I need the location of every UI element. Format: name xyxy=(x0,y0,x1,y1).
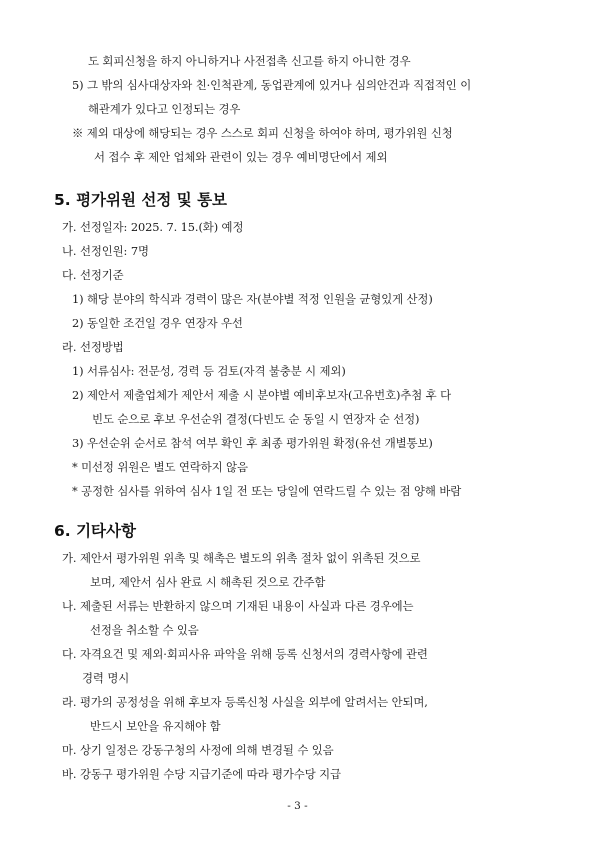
sub-item-ra-2: 2) 제안서 제출업체가 제안서 제출 시 분야별 예비후보자(고유번호)추첨 후 다 xyxy=(72,388,451,402)
list-item-ra: 라. 평가의 공정성을 위해 후보자 등록신청 사실을 외부에 알려서는 안되며, xyxy=(62,695,428,709)
list-item-da: 다. 자격요건 및 제외·회피사유 파악을 위해 등록 신청서의 경력사항에 관련 xyxy=(62,647,428,661)
list-item-ma: 마. 상기 일정은 강동구청의 사정에 의해 변경될 수 있음 xyxy=(62,743,334,757)
sub-item-ra-3: 3) 우선순위 순서로 참석 여부 확인 후 최종 평가위원 확정(유선 개별통보) xyxy=(72,436,433,450)
section-5-heading: 5. 평가위원 선정 및 통보 xyxy=(54,191,228,209)
note-line: ※ 제외 대상에 해당되는 경우 스스로 회피 신청을 하여야 하며, 평가위원 신청 xyxy=(72,126,453,140)
note-line-continued: 서 접수 후 제안 업체와 관련이 있는 경우 예비명단에서 제외 xyxy=(94,150,388,164)
list-item-5: 5) 그 밖의 심사대상자와 친·인척관계, 동업관계에 있거나 심의안건과 직접적인 이 xyxy=(72,78,472,92)
list-item-ga: 가. 선정일자: 2025. 7. 15.(화) 예정 xyxy=(62,220,244,234)
list-item-ga: 가. 제안서 평가위원 위촉 및 해촉은 별도의 위촉 절차 없이 위촉된 것으로 xyxy=(62,551,421,565)
sub-item-da-1: 1) 해당 분야의 학식과 경력이 많은 자(분야별 적정 인원을 균형있게 산정) xyxy=(72,292,433,306)
list-item-na: 나. 선정인원: 7명 xyxy=(62,244,149,258)
text-line: 도 회피신청을 하지 아니하거나 사전접촉 신고를 하지 아니한 경우 xyxy=(88,54,411,68)
asterisk-note-2: * 공정한 심사를 위하여 심사 1일 전 또는 당일에 연락드릴 수 있는 점 양해 바람 xyxy=(72,484,462,498)
asterisk-note-1: * 미선정 위원은 별도 연락하지 않음 xyxy=(72,460,248,474)
list-item-ra: 라. 선정방법 xyxy=(62,340,124,354)
sub-item-ra-2-continued: 빈도 순으로 후보 우선순위 결정(다빈도 순 동일 시 연장자 순 선정) xyxy=(92,412,420,426)
list-item-ba: 바. 강동구 평가위원 수당 지급기준에 따라 평가수당 지급 xyxy=(62,767,341,781)
sub-item-ra-1: 1) 서류심사: 전문성, 경력 등 검토(자격 불충분 시 제외) xyxy=(72,364,346,378)
list-item-na: 나. 제출된 서류는 반환하지 않으며 기재된 내용이 사실과 다른 경우에는 xyxy=(62,599,414,613)
sub-item-da-2: 2) 동일한 조건일 경우 연장자 우선 xyxy=(72,316,243,330)
list-item-na-continued: 선정을 취소할 수 있음 xyxy=(90,623,199,637)
list-item-da: 다. 선정기준 xyxy=(62,268,124,282)
page-number: - 3 - xyxy=(287,800,308,812)
list-item-ga-continued: 보며, 제안서 심사 완료 시 해촉된 것으로 간주함 xyxy=(90,575,326,589)
list-item-ra-continued: 반드시 보안을 유지해야 함 xyxy=(90,719,221,733)
list-item-5-continued: 해관계가 있다고 인정되는 경우 xyxy=(88,102,241,116)
list-item-da-continued: 경력 명시 xyxy=(82,671,130,685)
section-6-heading: 6. 기타사항 xyxy=(54,522,136,540)
